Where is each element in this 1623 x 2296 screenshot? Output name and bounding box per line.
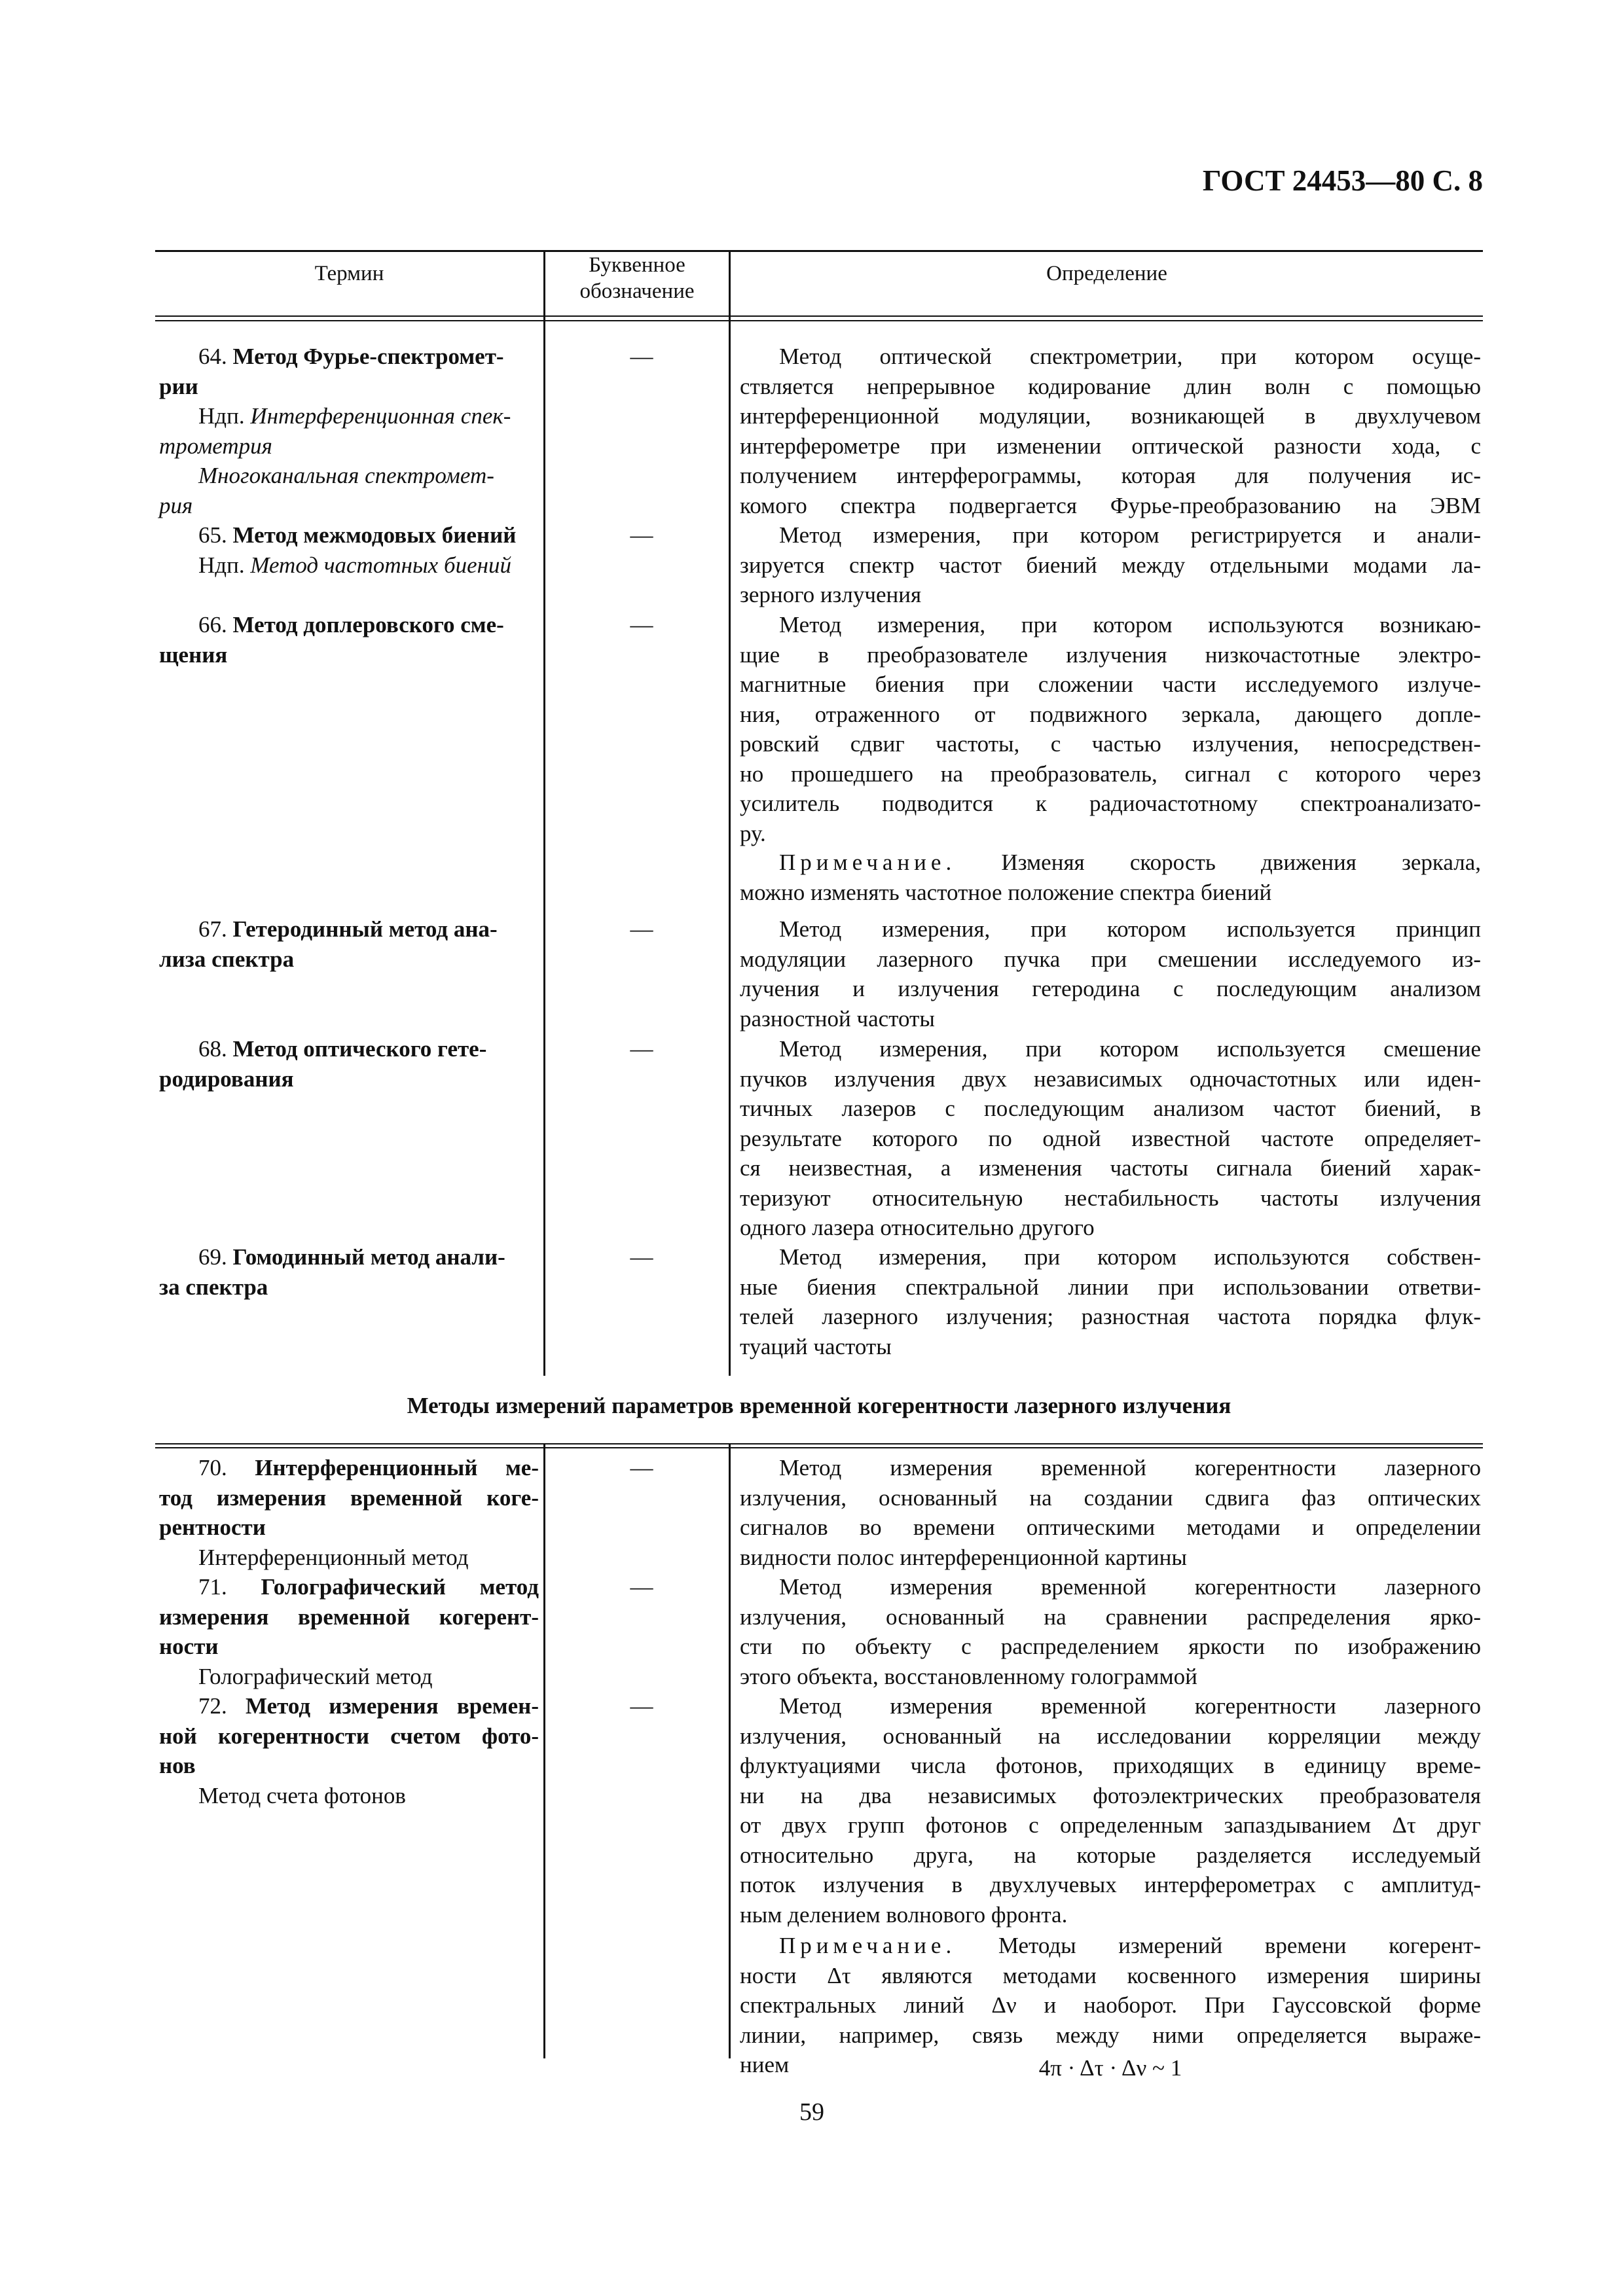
column-header-term: Термин [314, 262, 384, 285]
term-entry-69: 69. Гомодинный метод анали- за спектра [159, 1244, 505, 1300]
table-header-rule [155, 315, 1483, 317]
code-entry-65: — [630, 522, 653, 548]
code-entry-66: — [630, 612, 653, 637]
code-entry-64: — [630, 344, 653, 369]
term-entry-68: 68. Метод оптического гете- родирования [159, 1036, 487, 1092]
column-header-code-label: Буквенное обозначение [579, 253, 695, 303]
term-entry-70: 70. Интерференционный ме- тод измерения временной коге- рентности Интерференционный метод [159, 1455, 539, 1570]
term-entry-64: 64. Метод Фурье-спектромет- рии Ндп. Интерференционная спек- трометрия Многоканальная спектромет- рия [159, 344, 511, 518]
column-divider-left [543, 250, 545, 1376]
definition-entry-70: Метод измерения временной когерентности лазерного излучения, основанный на создании сдвига фаз оптических сигналов во времени оптическими методами и определении видности полос интерференционной картины [740, 1455, 1481, 1570]
term-entry-67: 67. Гетеродинный метод ана- лиза спектра [159, 916, 498, 972]
document-header: ГОСТ 24453—80 С. 8 [1202, 164, 1483, 197]
code-entry-70: — [630, 1455, 653, 1480]
definition-entry-69: Метод измерения, при котором используются собствен- ные биения спектральной линии при использовании ответви- телей лазерного излучения; разностная частота порядка флук- туаций частоты [740, 1244, 1481, 1359]
note-entry-72: Примечание. Методы измерений времени когерент- ности Δτ являются методами косвенного измерения ширины спектральных линий Δν и наоборот. При Гауссовской форме линии, например, связь между ними определяется выраже- нием [740, 1933, 1482, 2077]
code-entry-68: — [630, 1036, 653, 1062]
code-entry-72: — [630, 1693, 653, 1719]
section-heading: Методы измерений параметров временной когерентности лазерного излучения [407, 1393, 1231, 1418]
definition-entry-72: Метод измерения временной когерентности лазерного излучения, основанный на исследовании корреляции между флуктуациями числа фотонов, приходящих в единицу време- ни на два независимых фотоэлектрических преобразователя от двух групп фотонов с определенным запаздыванием Δτ друг относительно друга, на которые разделяется исследуемый поток излучения в двухлучевых интерферометрах с амплитуд- ным делением волнового фронта. [740, 1693, 1481, 1928]
section-top-rule [155, 1443, 1483, 1444]
page-number: 59 [799, 2098, 824, 2126]
term-entry-72: 72. Метод измерения времен- ной когерентности счетом фото- нов Метод счета фотонов [159, 1693, 539, 1808]
definition-entry-65: Метод измерения, при котором регистрируется и анали- зируется спектр частот биений между отдельными модами ла- зерного излучения [740, 522, 1481, 607]
section-top-rule-2 [155, 1447, 1483, 1448]
definition-entry-68: Метод измерения, при котором используется смешение пучков излучения двух независимых одночастотных или иден- тичных лазеров с последующим анализом частот биений, в результате которого по одной известной частоте определяет- ся неизвестная, а изменения частоты сигнала биений харак- теризуют относительную нестабильность частоты излучения одного лазера относительно другого [740, 1036, 1481, 1240]
term-entry-71: 71. Голографический метод измерения временной когерент- ности Голографический метод [159, 1574, 539, 1689]
column-header-code [545, 252, 729, 304]
note-entry-66: Примечание. Изменяя скорость движения зеркала, можно изменять частотное положение спектра биений [740, 850, 1482, 905]
column-divider-left-2 [543, 1443, 545, 2058]
definition-entry-67: Метод измерения, при котором используется принцип модуляции лазерного пучка при смешении исследуемого из- лучения и излучения гетеродина с последующим анализом разностной частоты [740, 916, 1481, 1031]
column-divider-right-2 [729, 1443, 731, 2058]
column-header-definition: Определение [1046, 262, 1167, 285]
definition-entry-64: Метод оптической спектрометрии, при котором осуще- ствляется непрерывное кодирование длин волн с помощью интерференционной модуляции, возникающей в двухлучевом интерферометре при изменении оптической разности хода, с получением интерферограммы, которая для получения ис- комого спектра подвергается Фурье-преобразованию на ЭВМ [740, 344, 1481, 518]
term-entry-66: 66. Метод доплеровского сме- щения [159, 612, 504, 668]
definition-entry-66: Метод измерения, при котором используются возникаю- щие в преобразователе излучения низкочастотные электро- магнитные биения при сложении части исследуемого излуче- ния, отраженного от подвижного зеркала, дающего допле- ровский сдвиг частоты, с частью излучения, непосредствен- но прошедшего на преобразователь, сигнал с которого через усилитель подводится к радиочастотному спектроанализато- ру. [740, 612, 1481, 846]
code-entry-67: — [630, 916, 653, 942]
column-divider-right [729, 250, 731, 1376]
table-header-rule-2 [155, 320, 1483, 321]
code-entry-69: — [630, 1244, 653, 1270]
term-entry-65: 65. Метод межмодовых биений Ндп. Метод частотных биений [198, 522, 517, 578]
table-top-rule [155, 250, 1483, 252]
code-entry-71: — [630, 1574, 653, 1600]
formula: 4π · Δτ · Δν ~ 1 [1038, 2055, 1182, 2081]
definition-entry-71: Метод измерения временной когерентности лазерного излучения, основанный на сравнении распределения ярко- сти по объекту с распределением яркости по изображению этого объекта, восстановленному голограммой [740, 1574, 1481, 1689]
